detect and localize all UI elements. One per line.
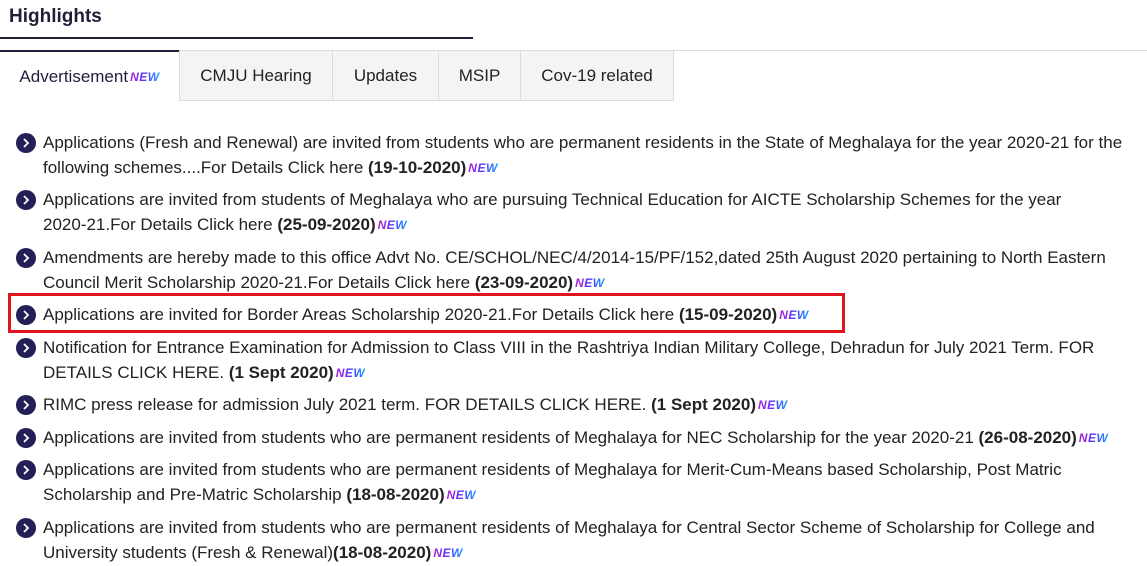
chevron-right-icon — [16, 190, 36, 210]
tab-cmju-hearing[interactable] — [179, 50, 333, 101]
item-date: (1 Sept 2020) — [651, 395, 756, 414]
item-date: (26-08-2020) — [978, 428, 1077, 447]
tab-label: MSIP — [458, 65, 501, 85]
new-badge-icon: NEW — [447, 483, 477, 508]
item-date: (23-09-2020) — [474, 273, 574, 292]
new-badge-icon: NEW — [378, 213, 408, 238]
tab-msip[interactable] — [438, 50, 521, 101]
new-badge-icon: NEW — [1079, 426, 1109, 451]
details-link[interactable]: Applications are invited for Border Areas Scholarship 2020-21.For Details Click here — [43, 305, 675, 324]
tab-label: Advertisement — [19, 67, 129, 86]
section-title: Highlights — [9, 6, 102, 27]
details-link[interactable]: Applications (Fresh and Renewal) are invited from students who are permanent residents in the State of Meghalaya for the year 2020-21 for the following schemes....For Details Click here — [43, 133, 1123, 177]
tab-label: Updates — [353, 65, 418, 85]
chevron-right-icon — [16, 428, 36, 448]
tab-label: CMJU Hearing — [200, 65, 312, 85]
list-item-text — [43, 515, 1141, 566]
details-link[interactable]: Applications are invited from students who are permanent residents of Meghalaya for Central Sector Scheme of Scholarship for College and University students (Fresh & Renewal) — [43, 518, 1095, 562]
tab-updates[interactable] — [332, 50, 439, 101]
new-badge-icon: NEW — [468, 156, 498, 181]
new-badge-icon: NEW — [433, 541, 463, 566]
list-item-text — [43, 392, 1141, 418]
list-item-text — [43, 425, 1147, 451]
item-date: (1 Sept 2020) — [228, 363, 334, 382]
tab-bar — [0, 50, 1147, 102]
details-link[interactable]: Notification for Entrance Examination for Admission to Class VIII in the Rashtriya Indian Military College, Dehradun for July 2021 Term. FOR DETAILS CLICK HERE. — [43, 338, 1095, 382]
chevron-right-icon — [16, 395, 36, 415]
highlight-box — [8, 293, 845, 333]
chevron-right-icon — [16, 338, 36, 358]
list-item-text — [43, 187, 1108, 238]
list-item-text — [43, 457, 1108, 508]
details-link[interactable]: Applications are invited from students of Meghalaya who are pursuing Technical Education for AICTE Scholarship Schemes for the year 2020-21.For Details Click here — [43, 190, 1062, 234]
list-item-text — [43, 335, 1141, 386]
tab-advertisement[interactable] — [0, 50, 179, 102]
chevron-right-icon — [16, 133, 36, 153]
chevron-right-icon — [16, 518, 36, 538]
tab-label: Cov-19 related — [541, 65, 653, 85]
details-link[interactable]: Amendments are hereby made to this office Advt No. CE/SCHOL/NEC/4/2014-15/PF/152,dated 25th August 2020 pertaining to North Eastern Council Merit Scholarship 2020-21.For Details Click here — [43, 248, 1106, 292]
list-item-text — [43, 130, 1141, 181]
new-badge-icon: NEW — [779, 303, 809, 328]
new-badge-icon: NEW — [758, 393, 788, 418]
details-link[interactable]: RIMC press release for admission July 2021 term. FOR DETAILS CLICK HERE. — [43, 395, 647, 414]
item-date: (18-08-2020) — [346, 485, 445, 504]
item-date: (19-10-2020) — [368, 158, 467, 177]
chevron-right-icon — [16, 248, 36, 268]
new-badge-icon: NEW — [575, 271, 605, 296]
item-date: (18-08-2020) — [333, 543, 432, 562]
list-item-text — [43, 245, 1147, 296]
new-badge-icon: NEW — [336, 361, 366, 386]
item-date: (15-09-2020) — [678, 305, 778, 324]
title-underline — [0, 37, 473, 39]
details-link[interactable]: Applications are invited from students who are permanent residents of Meghalaya for NEC Scholarship for the year 2020-21 — [43, 428, 974, 447]
new-badge-icon: NEW — [130, 70, 160, 84]
tab-cov19-related[interactable] — [520, 50, 674, 101]
details-link[interactable]: Applications are invited from students who are permanent residents of Meghalaya for Merit-Cum-Means based Scholarship, Post Matric Scholarship and Pre-Matric Scholarship — [43, 460, 1062, 504]
item-date: (25-09-2020) — [277, 215, 376, 234]
chevron-right-icon — [16, 460, 36, 480]
